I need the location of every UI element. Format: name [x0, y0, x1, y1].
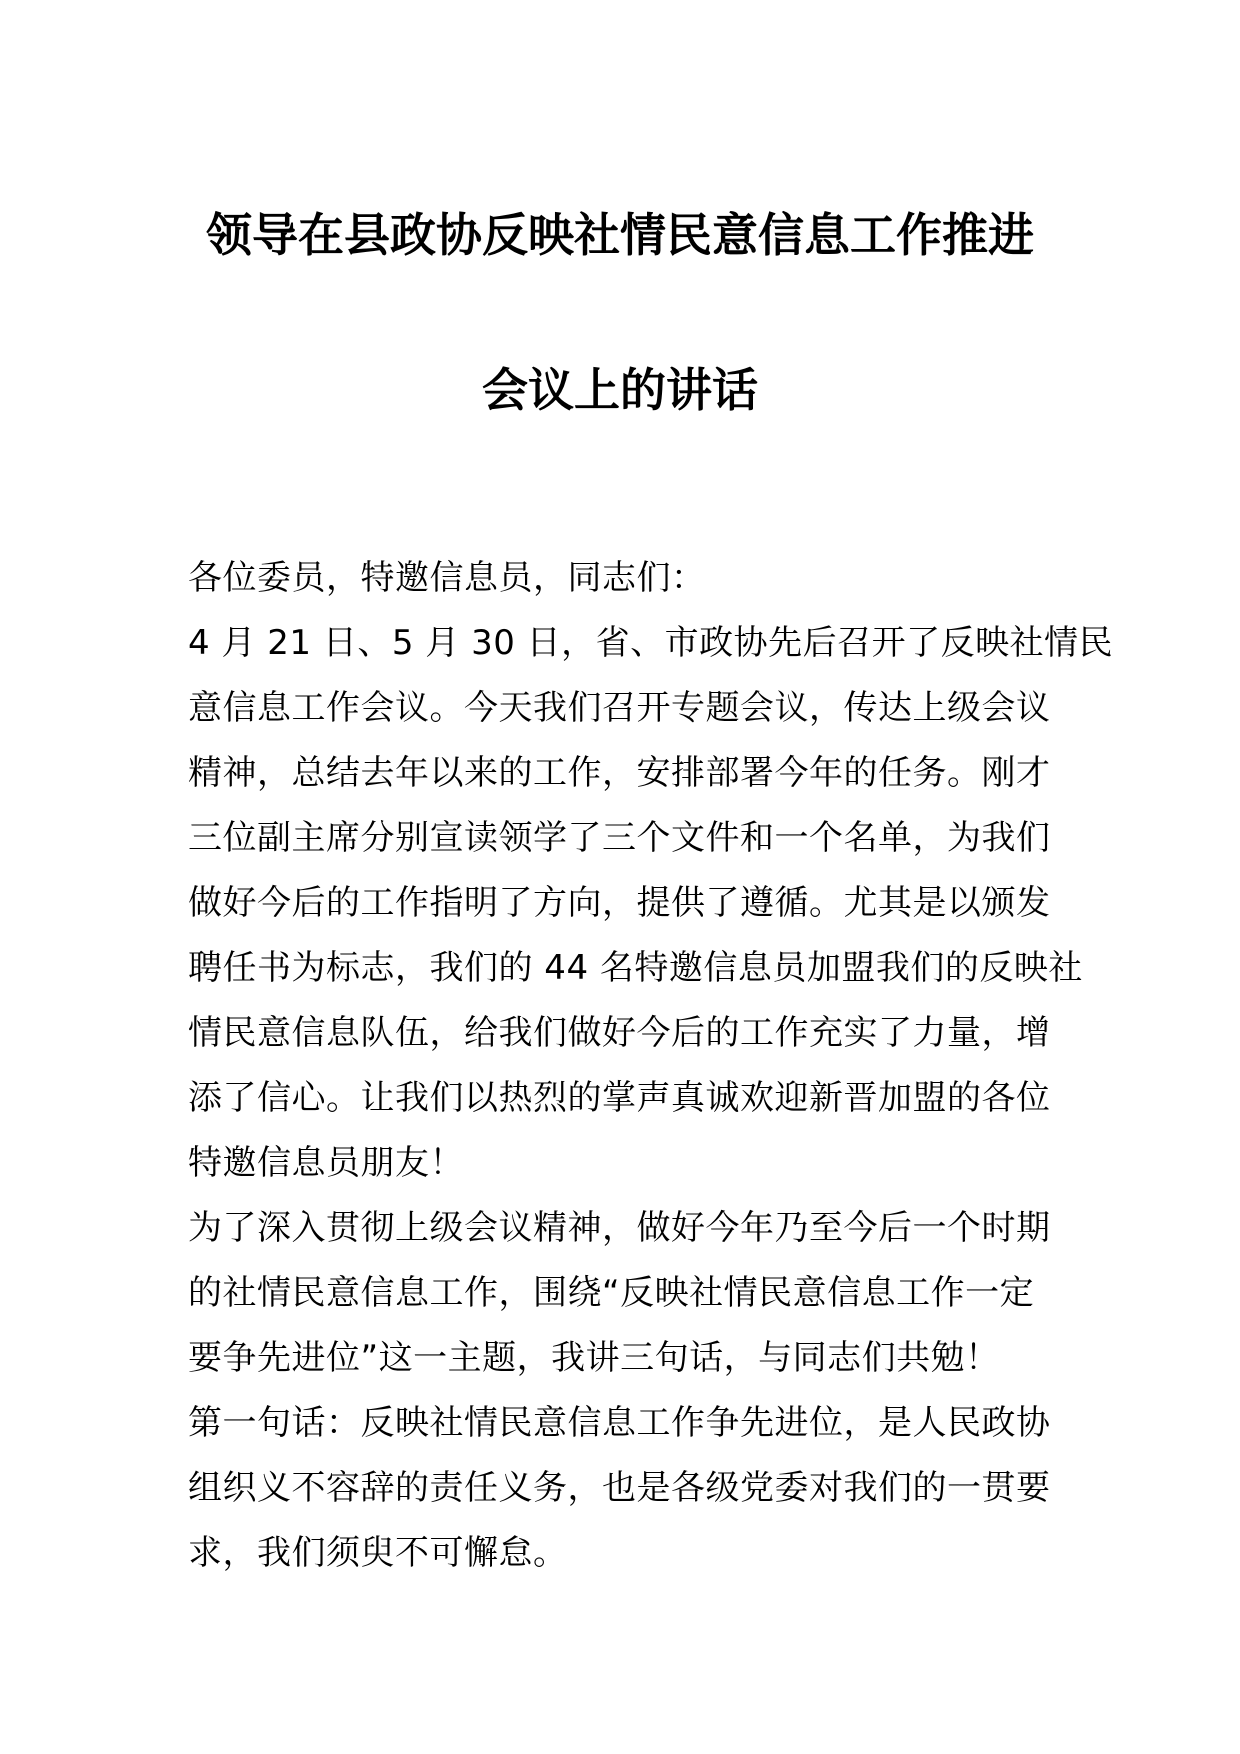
body-line: 情民意信息队伍，给我们做好今后的工作充实了力量，增 — [188, 1013, 1051, 1053]
body-line: 组织义不容辞的责任义务，也是各级党委对我们的一贯要 — [188, 1468, 1051, 1508]
body-line: 要争先进位”这一主题，我讲三句话，与同志们共勉！ — [188, 1338, 1000, 1378]
body-line: 意信息工作会议。今天我们召开专题会议，传达上级会议 — [188, 688, 1051, 728]
body-line: 的社情民意信息工作，围绕“反映社情民意信息工作一定 — [188, 1273, 1035, 1313]
body-line: 聘任书为标志，我们的 44 名特邀信息员加盟我们的反映社 — [188, 948, 1083, 988]
body-line: 精神，总结去年以来的工作，安排部署今年的任务。刚才 — [188, 753, 1051, 793]
body-line: 做好今后的工作指明了方向，提供了遵循。尤其是以颁发 — [188, 883, 1051, 923]
document-title-line-1: 领导在县政协反映社情民意信息工作推进 — [206, 208, 1034, 262]
body-line: 求，我们须臾不可懈怠。 — [188, 1533, 568, 1573]
body-line: 添了信心。让我们以热烈的掌声真诚欢迎新晋加盟的各位 — [188, 1078, 1051, 1118]
body-line: 4 月 21 日、5 月 30 日，省、市政协先后召开了反映社情民 — [188, 623, 1114, 663]
document-body — [188, 546, 1114, 1586]
body-line: 三位副主席分别宣读领学了三个文件和一个名单，为我们 — [188, 818, 1051, 858]
salutation-line: 各位委员，特邀信息员，同志们： — [188, 558, 706, 598]
body-line: 特邀信息员朋友！ — [188, 1143, 464, 1183]
body-line: 第一句话：反映社情民意信息工作争先进位，是人民政协 — [188, 1403, 1051, 1443]
document-title-line-2: 会议上的讲话 — [482, 363, 758, 417]
body-line: 为了深入贯彻上级会议精神，做好今年乃至今后一个时期 — [188, 1208, 1051, 1248]
